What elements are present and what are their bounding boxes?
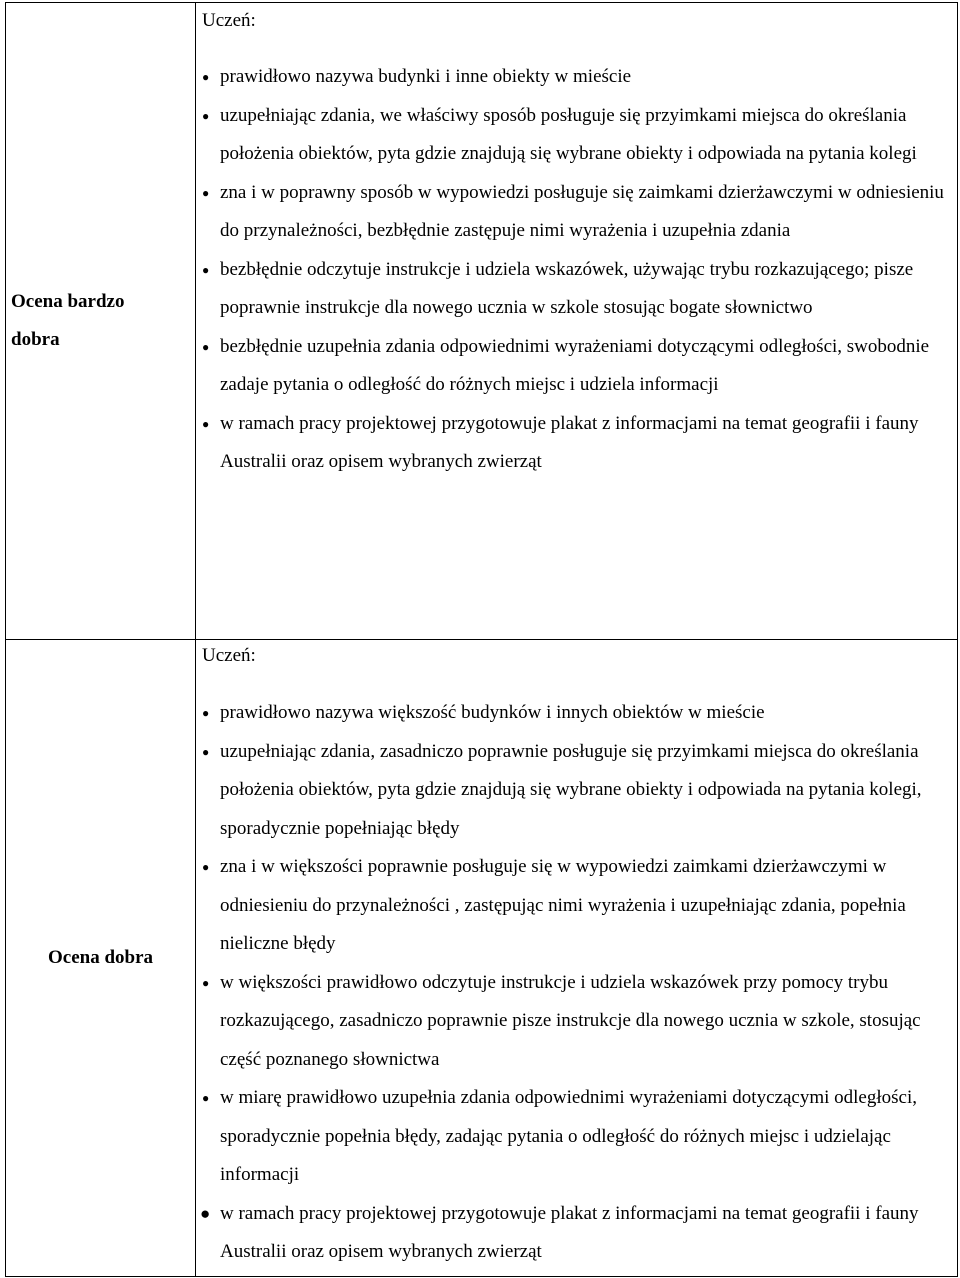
criteria-cell xyxy=(196,640,957,1276)
list-item xyxy=(196,174,957,251)
list-item-text: prawidłowo nazywa budynki i inne obiekty w mieście xyxy=(220,66,632,87)
grade-row-good xyxy=(5,639,958,1277)
list-item xyxy=(196,1079,957,1195)
bullet-icon: ● xyxy=(202,262,210,277)
bullet-icon: ● xyxy=(202,70,210,84)
intro-text: Uczeń: xyxy=(202,10,256,31)
list-item xyxy=(196,405,957,482)
grade-label xyxy=(6,640,196,1276)
bullet-icon: ● xyxy=(202,185,210,200)
bullet-icon: ● xyxy=(202,339,210,354)
list-item xyxy=(196,848,957,964)
list-item-text: w ramach pracy projektowej przygotowuje plakat z informacjami na temat geografii i fauny Australii oraz opisem wybranych zwierząt xyxy=(220,1202,919,1262)
bullet-icon: ● xyxy=(202,744,210,759)
bullet-icon: ● xyxy=(202,1091,210,1105)
bullet-icon: ● xyxy=(202,416,210,431)
list-item-text: bezbłędnie odczytuje instrukcje i udziela wskazówek, używając trybu rozkazującego; pisze poprawnie instrukcje dla nowego ucznia w szkole stosując bogate słownictwo xyxy=(220,258,914,318)
list-item-text: prawidłowo nazywa większość budynków i innych obiektów w mieście xyxy=(220,702,765,723)
grade-row-very-good xyxy=(5,2,958,639)
criteria-list xyxy=(196,694,957,1272)
bullet-icon: ● xyxy=(200,1203,211,1223)
bullet-icon: ● xyxy=(202,975,210,990)
grade-label-text: Ocena bardzo dobra xyxy=(11,291,125,350)
list-item xyxy=(196,733,957,849)
list-item xyxy=(196,251,957,328)
list-item-text: w większości prawidłowo odczytuje instrukcje i udziela wskazówek przy pomocy trybu rozkazującego, zasadniczo poprawnie pisze instrukcje dla nowego ucznia w szkole, stosując część poznanego słownictwa xyxy=(220,971,921,1070)
list-item xyxy=(196,58,957,97)
bullet-icon: ● xyxy=(202,108,210,123)
list-item xyxy=(196,328,957,405)
bullet-icon: ● xyxy=(202,860,210,874)
grading-table xyxy=(5,2,958,1277)
bullet-icon: ● xyxy=(202,706,210,720)
list-item xyxy=(196,97,957,174)
list-item-text: uzupełniając zdania, zasadniczo poprawnie posługuje się przyimkami miejsca do określania położenia obiektów, pyta gdzie znajdują się wybrane obiekty i odpowiada na pytania kolegi, sporadycznie popełniając błędy xyxy=(220,740,922,839)
list-item-text: uzupełniając zdania, we właściwy sposób posługuje się przyimkami miejsca do określania położenia obiektów, pyta gdzie znajdują się wybrane obiekty i odpowiada na pytania kolegi xyxy=(220,104,917,164)
list-item xyxy=(196,964,957,1080)
list-item-text: bezbłędnie uzupełnia zdania odpowiednimi wyrażeniami dotyczącymi odległości, swobodnie zadaje pytania o odległość do różnych miejsc i udziela informacji xyxy=(220,335,930,395)
grade-label-text: Ocena dobra xyxy=(47,947,154,968)
grade-label xyxy=(6,3,196,639)
intro-text: Uczeń: xyxy=(202,645,256,666)
list-item-text: w ramach pracy projektowej przygotowuje plakat z informacjami na temat geografii i fauny Australii oraz opisem wybranych zwierząt xyxy=(220,412,919,472)
list-item-text: zna i w większości poprawnie posługuje się w wypowiedzi zaimkami dzierżawczymi w odniesieniu do przynależności , zastępując nimi wyrażenia i uzupełniając zdania, popełnia nieliczne błędy xyxy=(220,856,906,954)
list-item xyxy=(196,1195,957,1272)
criteria-cell xyxy=(196,3,957,639)
list-item xyxy=(196,694,957,733)
list-item-text: zna i w poprawny sposób w wypowiedzi posługuje się zaimkami dzierżawczymi w odniesieniu do przynależności, bezbłędnie zastępuje nimi wyrażenia i uzupełnia zdania xyxy=(220,181,944,241)
criteria-list xyxy=(196,58,957,482)
list-item-text: w miarę prawidłowo uzupełnia zdania odpowiednimi wyrażeniami dotyczącymi odległości, sporadycznie popełnia błędy, zadając pytania o odległość do różnych miejsc i udzielając informacji xyxy=(220,1087,917,1185)
